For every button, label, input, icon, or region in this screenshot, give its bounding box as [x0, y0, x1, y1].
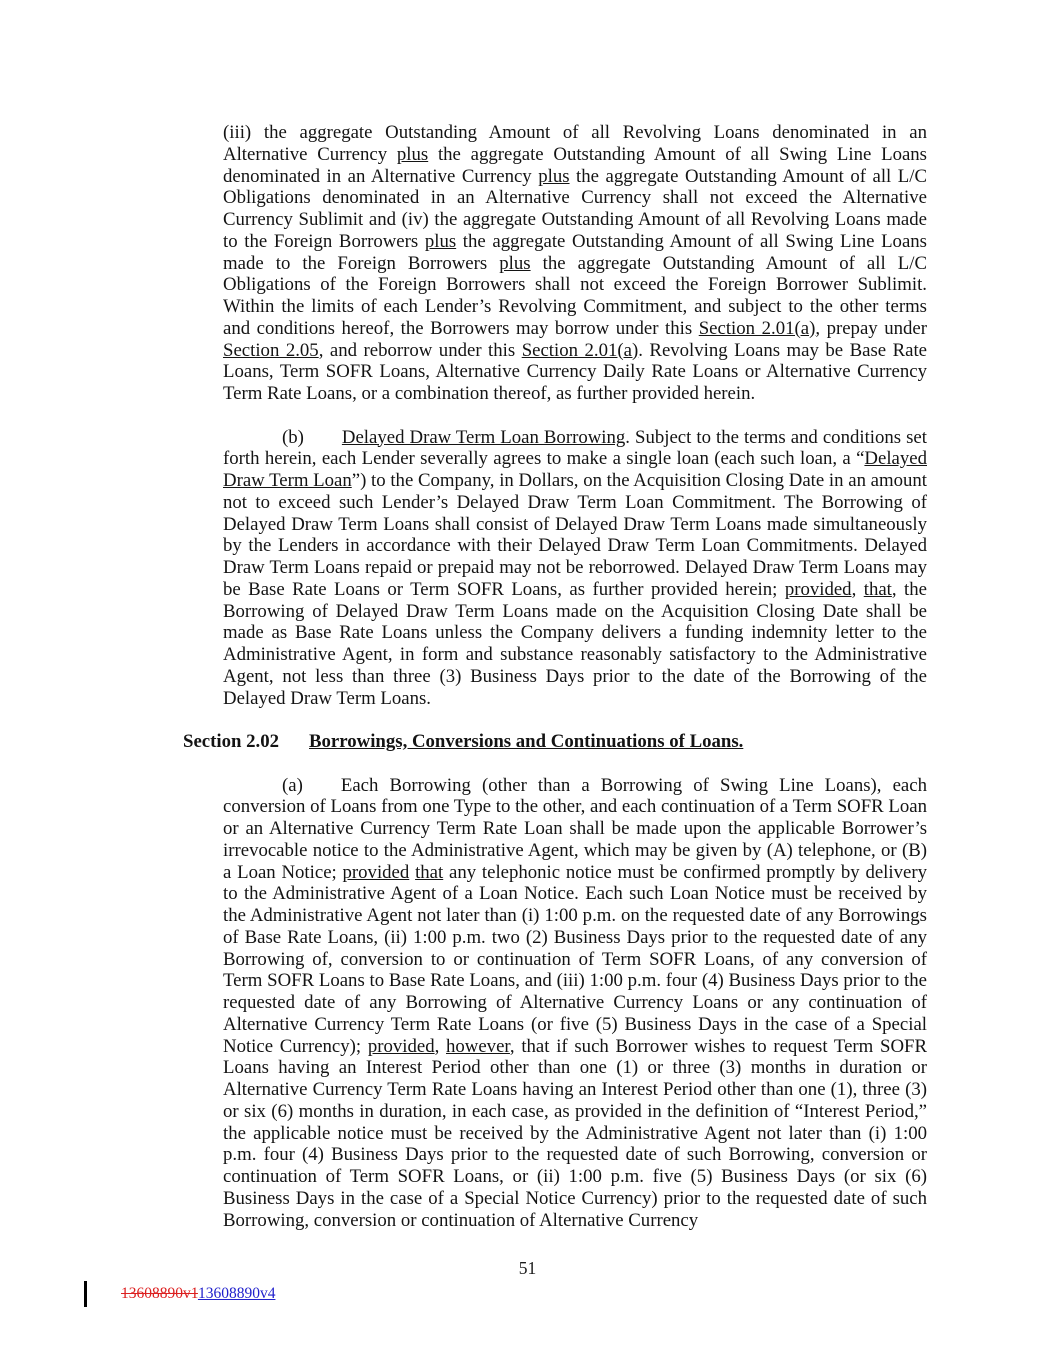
underlined-text-run: plus [424, 230, 457, 252]
revision-new-id: 13608890v4 [197, 1285, 276, 1302]
underlined-text-run: Section 2.01(a) [698, 317, 816, 339]
tab-gap [303, 790, 341, 791]
underlined-text-run: that [863, 578, 892, 600]
paragraph-iii-continuation [223, 122, 927, 405]
text-run: . Revolving Loans may be Base Rate Loans, Term SOFR Loans, Alternative Currency Daily Rate Loans or Alternative Currency Term Rate Loans, or a combination thereof, as further provided herein. [223, 339, 927, 404]
section-heading-2-02 [183, 731, 927, 753]
underlined-text-run: that [415, 861, 444, 883]
text-run: . Subject to the terms and conditions set forth herein, each Lender severally agrees to make a single loan (each such loan, a “ [223, 426, 927, 470]
underlined-text-run: plus [499, 252, 531, 274]
text-run: , the Borrowing of Delayed Draw Term Loans made on the Acquisition Closing Date shall be made as Base Rate Loans unless the Company delivers a funding indemnity letter to the Administrative Agent, in form and substance reasonably satisfactory to the Administrative Agent, not less than three (3) Business Days prior to the date of the Borrowing of the Delayed Draw Term Loans. [223, 578, 927, 709]
text-run: , and reborrow under this [318, 339, 522, 361]
underlined-text-run: Section 2.01(a) [521, 339, 639, 361]
underlined-text-run: plus [396, 143, 429, 165]
text-run: , [434, 1035, 446, 1057]
tab-gap [304, 442, 342, 443]
text-run: ”) to the Company, in Dollars, on the Acquisition Closing Date in an amount not to exceed such Lender’s Delayed Draw Term Loan Commitment. The Borrowing of Delayed Draw Term Loans shall consist of Delayed Draw Term Loans made simultaneously by the Lenders in accordance with their Delayed Draw Term Loan Commitments. Delayed Draw Term Loans repaid or prepaid may not be reborrowed. Delayed Draw Term Loans may be Base Rate Loans or Term SOFR Loans, as further provided herein; [223, 470, 927, 600]
text-run: (iii) the aggregate Outstanding Amount of all Revolving Loans denominated in an Alternative Currency [223, 122, 927, 165]
text-run: the aggregate Outstanding Amount of all L/C Obligations of the Foreign Borrowers shall not exceed the Foreign Borrower Sublimit. Within the limits of each Lender’s Revolving Commitment, and subject to the other terms and conditions hereof, the Borrowers may borrow under this [223, 252, 927, 339]
revision-old-id: 13608890v1 [121, 1285, 198, 1302]
underlined-text-run: Delayed Draw Term Loan Borrowing [341, 426, 626, 448]
text-run: (b) [282, 426, 304, 448]
underlined-text-run: plus [538, 165, 570, 187]
section-number: Section 2.02 [183, 731, 279, 752]
text-run: Each Borrowing (other than a Borrowing of Swing Line Loans), each conversion of Loans from one Type to the other, and each continuation of a Term SOFR Loan or an Alternative Currency Term Rate Loan shall be made upon the applicable Borrower’s irrevocable notice to the Administrative Agent, which may be given by (A) telephone, or (B) a Loan Notice; [223, 774, 927, 883]
revision-footer [121, 1285, 275, 1303]
text-run: (a) [282, 774, 303, 796]
paragraph-a-borrowing-notice [223, 775, 927, 1232]
page-number: 51 [518, 1258, 537, 1278]
text-run: , that if such Borrower wishes to request Term SOFR Loans having an Interest Period other than one (1) or three (3) months in duration or Alternative Currency Term Rate Loans having an Interest Period other than one (1), three (3) or six (6) months in duration, in each case, as provided in the definition of “Interest Period,” the applicable notice must be received by the Administrative Agent not later than (i) 1:00 p.m. four (4) Business Days prior to the requested date of such Borrowing, conversion or continuation of Term SOFR Loans, or (ii) 1:00 p.m. five (5) Business Days (or six (6) Business Days in the case of a Special Notice Currency) prior to the requested date of such Borrowing, conversion or continuation of Alternative Currency [223, 1035, 927, 1231]
heading-tab-gap [279, 746, 309, 747]
section-title: Borrowings, Conversions and Continuations of Loans. [309, 731, 744, 752]
underlined-text-run: Section 2.05 [223, 339, 319, 361]
paragraph-b-delayed-draw [223, 427, 927, 710]
change-bar-marker [84, 1281, 87, 1307]
document-body [183, 122, 927, 1253]
text-run: , prepay under [815, 317, 927, 339]
underlined-text-run: Delayed Draw Term Loan [223, 448, 927, 491]
underlined-text-run: provided [342, 861, 410, 883]
text-run: the aggregate Outstanding Amount of all Swing Line Loans made to the Foreign Borrowers [223, 230, 927, 274]
underlined-text-run: however [446, 1035, 510, 1057]
text-run: any telephonic notice must be confirmed promptly by delivery to the Administrative Agent of a Loan Notice. Each such Loan Notice must be received by the Administrative Agent not later than (i) 1:00 p.m. on the requested date of any Borrowings of Base Rate Loans, (ii) 1:00 p.m. two (2) Business Days prior to the requested date of any Borrowing of, conversion to or continuation of Term SOFR Loans, of any conversion of Term SOFR Loans to Base Rate Loans, and (iii) 1:00 p.m. four (4) Business Days prior to the requested date of any Borrowing of Alternative Currency Loans or any continuation of Alternative Currency Term Rate Loans (or five (5) Business Days in the case of a Special Notice Currency); [223, 861, 927, 1057]
text-run: the aggregate Outstanding Amount of all Swing Line Loans denominated in an Alternative Currency [223, 143, 927, 187]
underlined-text-run: provided [784, 578, 852, 600]
text-run: the aggregate Outstanding Amount of all L/C Obligations denominated in an Alternative Currency shall not exceed the Alternative Currency Sublimit and (iv) the aggregate Outstanding Amount of all Revolving Loans made to the Foreign Borrowers [223, 165, 928, 252]
underlined-text-run: provided [367, 1035, 435, 1057]
text-run: , [851, 578, 864, 600]
